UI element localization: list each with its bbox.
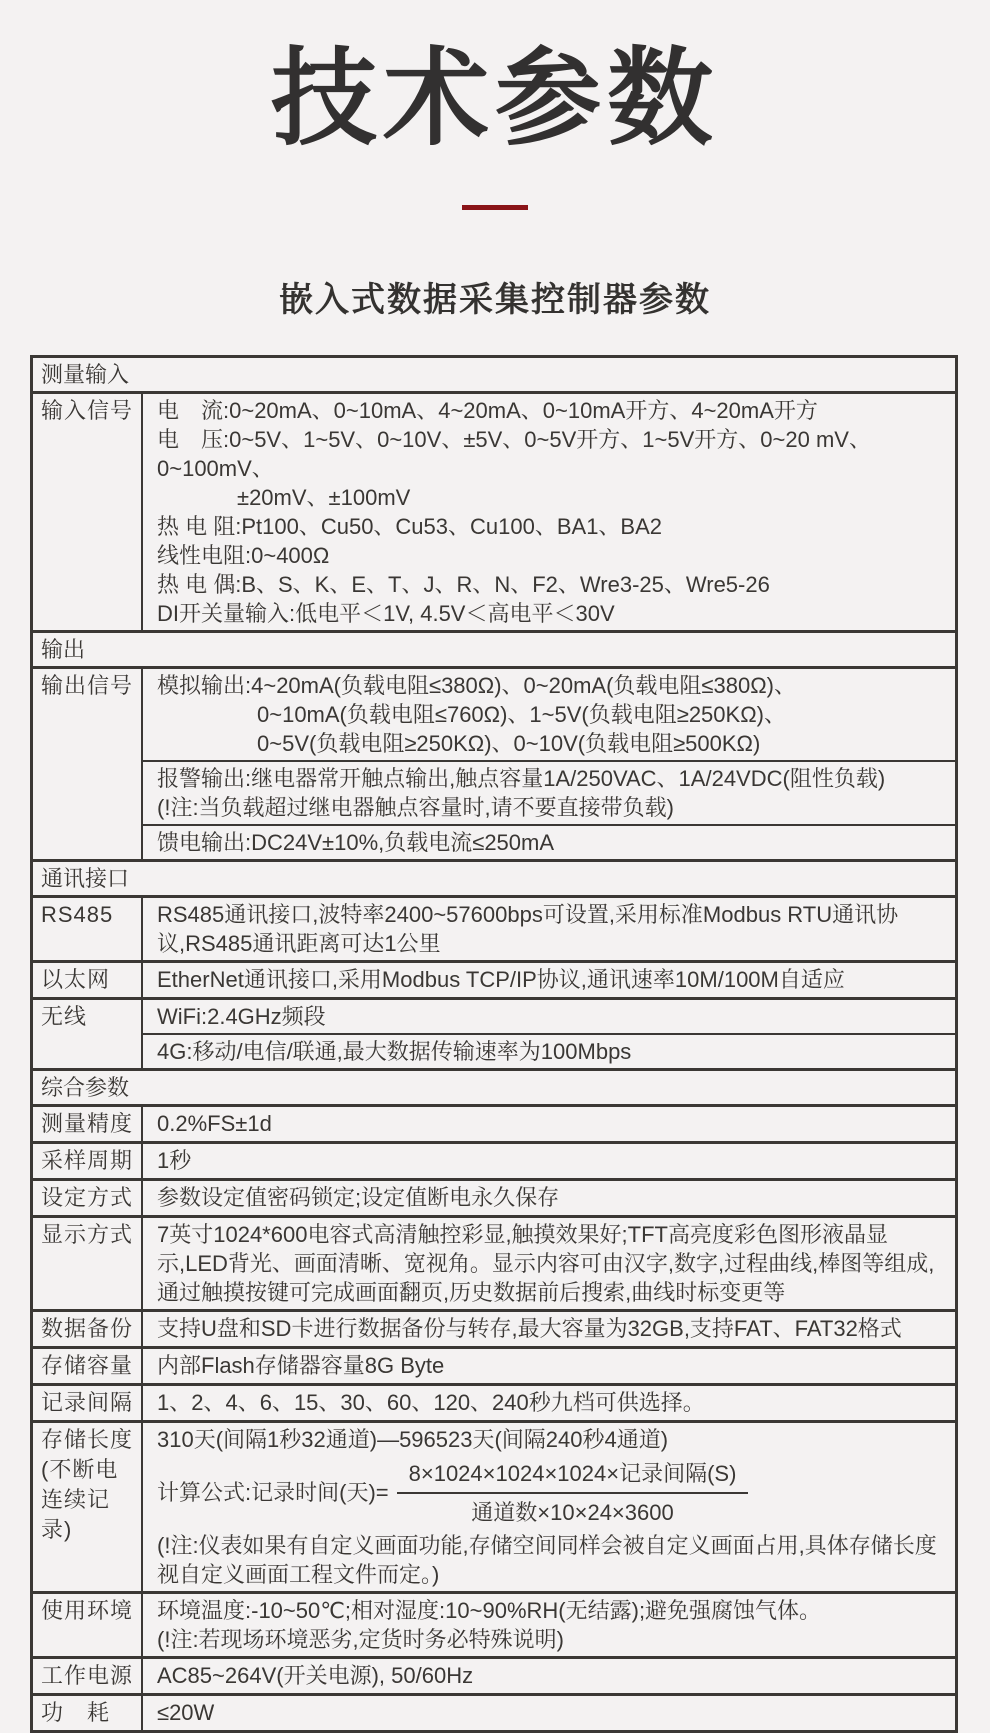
row-content [143,963,955,997]
formula-prefix: 计算公式:记录时间(天)= [157,1480,389,1506]
analog-output-cell [143,669,955,760]
spec-line-analog-3: 0~5V(负载电阻≥250KΩ)、0~10V(负载电阻≥500KΩ) [257,730,761,756]
sampling-cell: 1秒 [157,1147,192,1173]
row-capacity [33,1346,955,1383]
spec-line-voltage: 电 压:0~5V、1~5V、0~10V、±5V、0~5V开方、1~5V开方、0~20 mV、0~100mV、 [157,426,871,481]
row-label-line: 连续记录) [41,1486,111,1542]
spec-table [30,355,958,1733]
setting-cell: 参数设定值密码锁定;设定值断电永久保存 [157,1184,560,1210]
title-divider [462,205,528,210]
row-content [143,1218,955,1309]
storage-note: (!注:仪表如果有自定义画面功能,存储空间同样会被自定义画面占用,具体存储长度视自定义画面工程文件而定。) [157,1532,937,1587]
row-label: 采样周期 [33,1144,143,1178]
row-label: 存储容量 [33,1349,143,1383]
row-content [143,1144,955,1178]
row-content [143,394,955,630]
storage-formula [157,1459,945,1527]
row-content [143,1312,955,1346]
interval-cell: 1、2、4、6、15、30、60、120、240秒九档可供选择。 [157,1389,705,1415]
section-row-general [33,1068,955,1104]
spec-line-linear-resistance: 线性电阻:0~400Ω [157,542,330,568]
spec-line-rtd: 热 电 阻:Pt100、Cu50、Cu53、Cu100、BA1、BA2 [157,513,663,539]
row-label: 数据备份 [33,1312,143,1346]
feed-output-cell [143,824,955,859]
row-ethernet [33,960,955,997]
capacity-cell: 内部Flash存储器容量8G Byte [157,1352,445,1378]
row-label: 工作电源 [33,1659,143,1693]
row-content [143,898,955,960]
spec-line-analog-1: 模拟输出:4~20mA(负载电阻≤380Ω)、0~20mA(负载电阻≤380Ω)、 [157,672,796,698]
power-cell: AC85~264V(开关电源), 50/60Hz [157,1662,474,1688]
page-header [0,0,990,321]
row-label: RS485 [33,898,143,960]
formula-fraction [397,1459,749,1527]
wifi-cell: WiFi:2.4GHz频段 [157,1003,326,1029]
backup-cell: 支持U盘和SD卡进行数据备份与转存,最大容量为32GB,支持FAT、FAT32格式 [157,1315,902,1341]
section-header: 测量输入 [41,361,130,387]
row-accuracy [33,1104,955,1141]
row-label: 无线 [33,1000,143,1068]
spec-line-analog-2: 0~10mA(负载电阻≤760Ω)、1~5V(负载电阻≥250KΩ)、 [257,701,786,727]
row-content [143,1696,955,1730]
row-content [143,1107,955,1141]
row-label [33,1423,143,1591]
rs485-cell: RS485通讯接口,波特率2400~57600bps可设置,采用标准Modbus RTU通讯协议,RS485通讯距离可达1公里 [157,901,899,956]
page-title: 技术参数 [271,40,719,158]
section-row-measure-input [33,358,955,391]
row-content [143,1659,955,1693]
row-label-line: 存储长度 [41,1426,134,1452]
input-signal-cell [143,394,955,630]
row-environment [33,1591,955,1656]
formula-numerator: 8×1024×1024×1024×记录间隔(S) [397,1459,749,1494]
spec-line-feed: 馈电输出:DC24V±10%,负载电流≤250mA [157,829,555,855]
row-content [143,1594,955,1656]
environment-spec: 环境温度:-10~50℃;相对湿度:10~90%RH(无结露);避免强腐蚀气体。 [157,1597,822,1623]
section-header: 综合参数 [41,1074,130,1100]
row-label: 输出信号 [33,669,143,859]
row-input-signal [33,391,955,630]
row-label: 记录间隔 [33,1386,143,1420]
row-content [143,1349,955,1383]
row-label: 以太网 [33,963,143,997]
row-consumption [33,1693,955,1730]
row-label: 功 耗 [33,1696,143,1730]
row-content [143,1386,955,1420]
spec-line-alarm: 报警输出:继电器常开触点输出,触点容量1A/250VAC、1A/24VDC(阻性负载) [157,765,886,791]
spec-line-current: 电 流:0~20mA、0~10mA、4~20mA、0~10mA开方、4~20mA开方 [157,397,818,423]
row-label: 测量精度 [33,1107,143,1141]
row-content [143,669,955,859]
spec-line-di: DI开关量输入:低电平＜1V, 4.5V＜高电平＜30V [157,600,615,626]
spec-line-alarm-note: (!注:当负载超过继电器触点容量时,请不要直接带负载) [157,794,674,820]
storage-length-cell [143,1423,955,1591]
section-header: 通讯接口 [41,865,130,891]
row-label: 输入信号 [33,394,143,630]
row-label: 使用环境 [33,1594,143,1656]
row-interval [33,1383,955,1420]
row-content [143,1000,955,1068]
row-content [143,1423,955,1591]
row-power [33,1656,955,1693]
row-sampling [33,1141,955,1178]
row-display [33,1215,955,1309]
environment-cell [143,1594,955,1656]
row-label: 设定方式 [33,1181,143,1215]
row-wireless [33,997,955,1068]
row-output-signal [33,666,955,859]
alarm-output-cell [143,760,955,824]
section-header: 输出 [41,636,86,662]
section-row-output [33,630,955,666]
ethernet-cell: EtherNet通讯接口,采用Modbus TCP/IP协议,通讯速率10M/100M自适应 [157,966,845,992]
accuracy-cell: 0.2%FS±1d [157,1110,272,1136]
cellular-4g-cell: 4G:移动/电信/联通,最大数据传输速率为100Mbps [143,1033,955,1068]
page-subtitle: 嵌入式数据采集控制器参数 [279,280,711,319]
spec-line-thermocouple: 热 电 偶:B、S、K、E、T、J、R、N、F2、Wre3-25、Wre5-26 [157,571,770,597]
storage-range: 310天(间隔1秒32通道)—596523天(间隔240秒4通道) [157,1426,669,1452]
row-rs485 [33,895,955,960]
display-cell: 7英寸1024*600电容式高清触控彩显,触摸效果好;TFT高亮度彩色图形液晶显示,LED背光、画面清晰、宽视角。显示内容可由汉字,数字,过程曲线,棒图等组成,通过触摸按键可完成画面翻页,历史数据前后搜索,曲线时标变更等 [157,1221,935,1305]
section-row-comm [33,859,955,895]
row-backup [33,1309,955,1346]
spec-line-voltage-cont: ±20mV、±100mV [237,484,411,510]
consumption-cell: ≤20W [157,1699,215,1725]
environment-note: (!注:若现场环境恶劣,定货时务必特殊说明) [157,1626,564,1652]
row-label-line: (不断电 [41,1456,119,1482]
formula-denominator: 通道数×10×24×3600 [471,1499,674,1525]
row-label: 显示方式 [33,1218,143,1309]
row-content [143,1181,955,1215]
row-setting [33,1178,955,1215]
row-storage-length [33,1420,955,1591]
